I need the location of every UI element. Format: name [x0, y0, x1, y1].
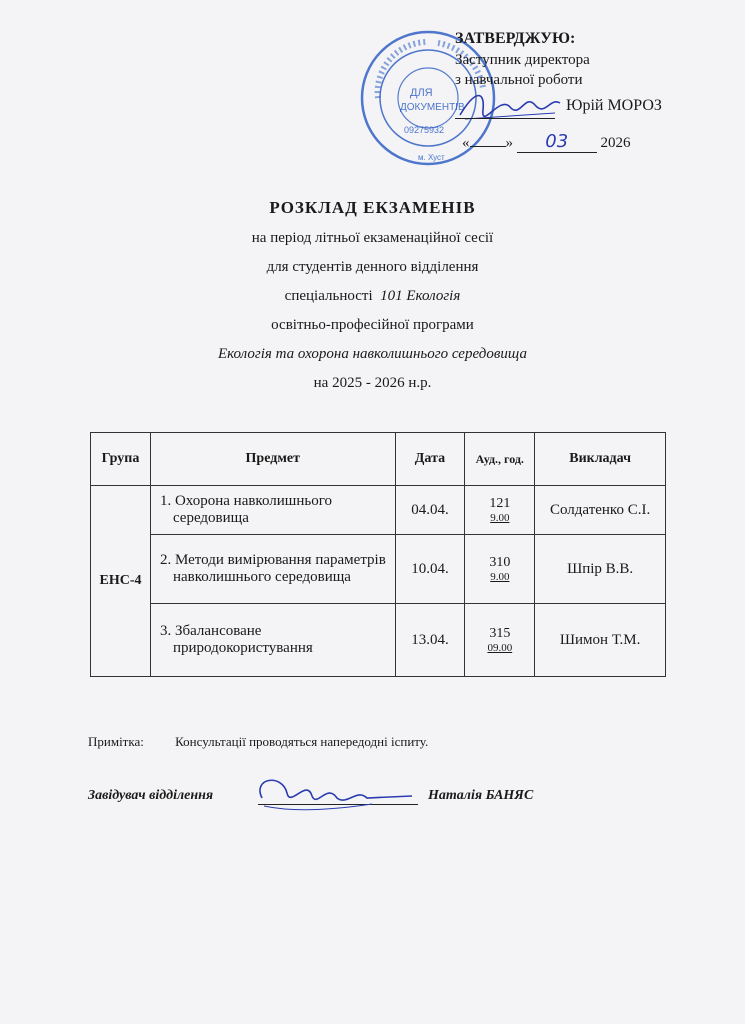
aud-cell — [465, 604, 535, 677]
approval-position-line2: з навчальної роботи — [455, 72, 583, 88]
header-aud: Ауд., год. — [465, 433, 535, 486]
header-date: Дата — [395, 433, 465, 486]
header-group: Група — [91, 433, 151, 486]
approval-date — [462, 131, 631, 153]
specialty-label: спеціальності — [284, 288, 373, 304]
head-signature — [252, 768, 422, 818]
subtitle-line-2: для студентів денного відділення — [266, 259, 479, 275]
date-day — [470, 146, 506, 147]
aud-cell — [465, 535, 535, 604]
teacher-cell: Шимон Т.М. — [535, 604, 666, 677]
approval-name: Юрій МОРОЗ — [566, 97, 662, 114]
svg-text:ДОКУМЕНТІВ: ДОКУМЕНТІВ — [400, 102, 465, 113]
head-position: Завідувач відділення — [88, 788, 214, 803]
header-teacher: Викладач — [535, 433, 666, 486]
exam-time: 09.00 — [487, 642, 513, 654]
subject-cell: 1. Охорона навколишнього середовища — [150, 486, 395, 535]
svg-text:09275932: 09275932 — [404, 125, 445, 135]
subject-cell: 2. Методи вимірювання параметрів навколишнього середовища — [150, 535, 395, 604]
table-row — [91, 535, 666, 604]
date-cell: 13.04. — [395, 604, 465, 677]
subtitle-line-4: освітньо-професійної програми — [271, 317, 474, 333]
date-open-quote: « — [462, 135, 470, 151]
specialty-name: 101 Екологія — [380, 288, 461, 304]
date-cell: 04.04. — [395, 486, 465, 535]
header-subject: Предмет — [150, 433, 395, 486]
aud-cell — [465, 486, 535, 535]
table-header-row — [91, 433, 666, 486]
exam-time: 9.00 — [490, 571, 510, 583]
room-number: 121 — [489, 496, 511, 511]
table-row — [91, 486, 666, 535]
teacher-cell: Солдатенко С.І. — [535, 486, 666, 535]
date-close-quote: » — [505, 135, 513, 151]
svg-text:ДЛЯ: ДЛЯ — [410, 87, 433, 99]
note-text: Консультації проводяться напередодні іспиту. — [175, 734, 429, 749]
subtitle-line-3 — [0, 288, 745, 305]
date-cell: 10.04. — [395, 535, 465, 604]
approval-position-line1: Заступник директора — [455, 52, 590, 68]
note — [88, 734, 428, 750]
document-title: РОЗКЛАД ЕКЗАМЕНІВ — [269, 198, 476, 217]
subject-cell: 3. Збалансоване природокористування — [150, 604, 395, 677]
date-month: 03 — [517, 131, 597, 153]
group-cell: ЕНС-4 — [91, 486, 151, 677]
exam-schedule-table — [90, 432, 666, 677]
table-row — [91, 604, 666, 677]
date-year: 2026 — [600, 135, 631, 151]
approval-signature-line — [455, 104, 555, 119]
room-number: 310 — [489, 555, 511, 570]
note-label: Примітка: — [88, 734, 144, 749]
teacher-cell: Шпір В.В. — [535, 535, 666, 604]
program-name: Екологія та охорона навколишнього середовища — [217, 346, 528, 362]
svg-text:м. Хуст: м. Хуст — [418, 153, 445, 162]
academic-year: на 2025 - 2026 н.р. — [313, 375, 432, 391]
head-name: Наталія БАНЯС — [428, 788, 534, 803]
exam-time: 9.00 — [490, 512, 510, 524]
subtitle-line-1: на період літньої екзаменаційної сесії — [251, 230, 494, 246]
approval-heading: ЗАТВЕРДЖУЮ: — [455, 30, 576, 47]
room-number: 315 — [489, 626, 511, 641]
